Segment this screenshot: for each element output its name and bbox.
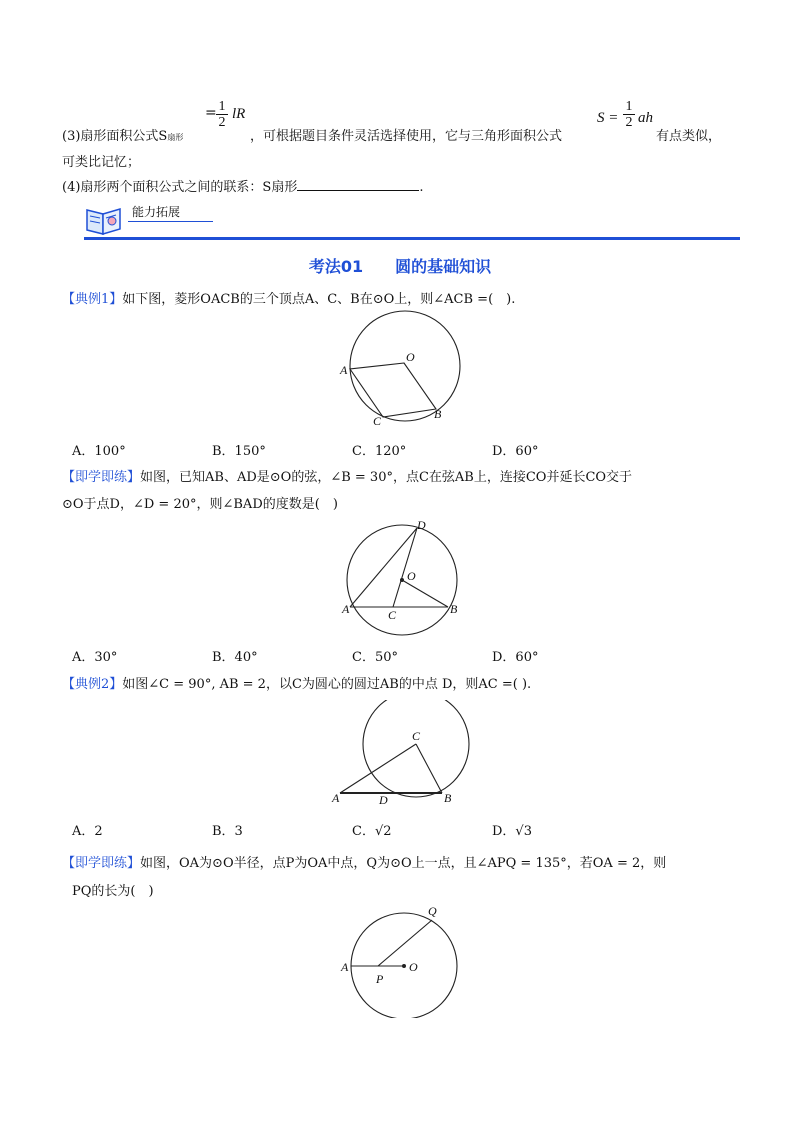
option-c[interactable]: C．50° bbox=[352, 650, 398, 665]
formula-line-3 bbox=[62, 125, 183, 144]
problem-4-stem bbox=[62, 852, 666, 871]
option-a[interactable]: A．30° bbox=[72, 650, 118, 665]
formula-line-4-text: (4)扇形两个面积公式之间的联系：S扇形 bbox=[62, 180, 298, 195]
option-a[interactable]: A．2 bbox=[72, 824, 103, 839]
label-O: O bbox=[409, 960, 418, 974]
problem-3-tag: 【典例2】 bbox=[62, 677, 123, 692]
option-b[interactable]: B．40° bbox=[212, 650, 258, 665]
label-D: D bbox=[379, 793, 388, 807]
label-O: O bbox=[406, 350, 415, 364]
problem-4-tag: 【即学即练】 bbox=[62, 856, 141, 871]
sector-subscript: 扇形 bbox=[167, 133, 184, 142]
formula-line-4 bbox=[62, 176, 423, 195]
figure-3 bbox=[330, 700, 480, 814]
label-B: B bbox=[450, 602, 458, 616]
fraction-denominator: 2 bbox=[216, 114, 228, 130]
problem-4-text: 如图，OA为⊙O半径，点P为OA中点，Q为⊙O上一点，且∠APQ = 135°，若OA = 2，则 bbox=[140, 856, 667, 871]
section-heading: 考法01 圆的基础知识 bbox=[308, 257, 492, 276]
option-d[interactable]: D．60° bbox=[492, 444, 539, 459]
option-d[interactable]: D．60° bbox=[492, 650, 539, 665]
answer-blank bbox=[297, 178, 419, 191]
label-O: O bbox=[407, 569, 416, 583]
fraction-denominator: 2 bbox=[623, 114, 635, 130]
label-B: B bbox=[434, 407, 442, 421]
fraction-numerator: 1 bbox=[625, 99, 633, 114]
triangle-fraction bbox=[623, 99, 635, 130]
formula-line-3-cont: 可类比记忆； bbox=[62, 155, 141, 170]
label-A: A bbox=[340, 363, 348, 377]
banner-label: 能力拓展 bbox=[132, 205, 181, 219]
label-C: C bbox=[412, 729, 421, 743]
label-C: C bbox=[373, 414, 382, 428]
option-b[interactable]: B．150° bbox=[212, 444, 266, 459]
problem-3-stem bbox=[62, 673, 531, 692]
option-c[interactable]: C．√2 bbox=[352, 824, 392, 839]
sector-formula-label: (3)扇形面积公式S bbox=[62, 129, 168, 144]
problem-2-tag: 【即学即练】 bbox=[62, 470, 141, 485]
formula-line-3-suffix: 有点类似， bbox=[656, 129, 722, 144]
label-B: B bbox=[444, 791, 452, 805]
option-c[interactable]: C．120° bbox=[352, 444, 407, 459]
problem-1-tag: 【典例1】 bbox=[62, 292, 123, 307]
figure-1 bbox=[335, 305, 475, 434]
figure-2 bbox=[340, 518, 470, 642]
problem-3-text: 如图∠C = 90°, AB = 2，以C为圆心的圆过AB的中点 D，则AC =( ). bbox=[122, 677, 532, 692]
banner-underline bbox=[128, 221, 213, 222]
triangle-formula-ah: ah bbox=[638, 110, 653, 126]
figure-4 bbox=[336, 903, 466, 1022]
label-Q: Q bbox=[428, 904, 437, 918]
label-A: A bbox=[342, 602, 350, 616]
formula-line-4-end: . bbox=[419, 180, 424, 195]
label-P: P bbox=[376, 972, 384, 986]
formula-line-3-middle: ，可根据题目条件灵活选择使用，它与三角形面积公式 bbox=[250, 129, 563, 144]
label-A: A bbox=[332, 791, 340, 805]
sector-equals: = bbox=[205, 105, 217, 121]
problem-1-text: 如下图，菱形OACB的三个顶点A、C、B在⊙O上，则∠ACB =( ). bbox=[122, 292, 516, 307]
problem-2-stem bbox=[62, 466, 632, 485]
sector-fraction bbox=[216, 99, 228, 130]
label-D: D bbox=[417, 518, 426, 532]
banner-divider bbox=[84, 237, 740, 240]
fraction-numerator: 1 bbox=[218, 99, 226, 114]
triangle-formula-lhs: S = bbox=[597, 110, 619, 126]
label-A: A bbox=[341, 960, 349, 974]
option-d[interactable]: D．√3 bbox=[492, 824, 532, 839]
problem-2-text: 如图，已知AB、AD是⊙O的弦，∠B = 30°，点C在弦AB上，连接CO并延长CO交于 bbox=[140, 470, 633, 485]
option-b[interactable]: B．3 bbox=[212, 824, 243, 839]
label-C: C bbox=[388, 608, 397, 622]
book-icon bbox=[84, 200, 124, 238]
option-a[interactable]: A．100° bbox=[72, 444, 126, 459]
problem-4-text-cont: PQ的长为( ) bbox=[72, 884, 154, 899]
sector-formula-lR: lR bbox=[232, 106, 246, 122]
problem-2-text-cont: ⊙O于点D，∠D = 20°，则∠BAD的度数是( ) bbox=[62, 497, 338, 512]
